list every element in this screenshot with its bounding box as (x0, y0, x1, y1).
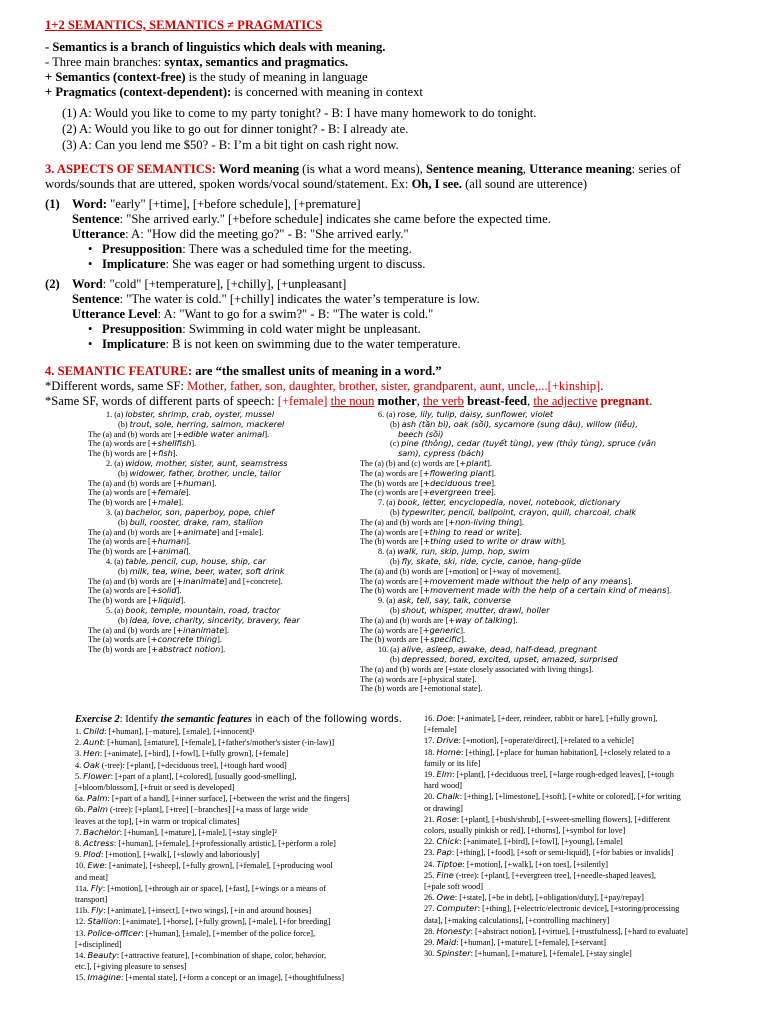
exercise-answer-line: 29. Maid: [+human], [+mature], [+female], [+servant] (424, 937, 607, 948)
feature-example-line: The (a) and (b) words are [+way of talking]. (360, 614, 518, 625)
feature-example-line: The (a) words are [+physical state]. (360, 674, 477, 684)
exercise-answer-line: [+female] (424, 725, 457, 735)
exercise-answer-line: [+bloom/blossom], [+fruit or seed is developed] (75, 783, 235, 793)
feature-example-line: The (a) words are [+generic]. (360, 624, 465, 635)
exercise-answer-line: 27. Computer: [+thing], [+electric/electronic device], [+storing/processing (424, 903, 680, 914)
feature-example-line: The (a) and (b) words are [+edible water animal]. (88, 428, 270, 439)
feature-example-line: The (b) words are [+emotional state]. (360, 684, 483, 694)
exercise-answer-line: 8. Actress: [+human], [+female], [+professionally artistic], [+perform a role] (75, 838, 336, 849)
exercise-answer-line: 2. Aunt: [+human], [±mature], [+female], [+father's/mother's sister (-in-law)] (75, 737, 335, 748)
exercise-answer-line: [+pale soft wood] (424, 882, 484, 892)
intro-line-2: - Three main branches: syntax, semantics and pragmatics. (45, 55, 349, 69)
feature-example-line: The (b) words are [+abstract notion]. (88, 644, 226, 655)
example-item: (3) A: Can you lend me $50? - B: I’m a bit tight on cash right now. (62, 138, 399, 152)
exercise-heading: Exercise 2: Identify the semantic features in each of the following words. (75, 714, 402, 725)
feature-example-line: 8. (a) walk, run, skip, jump, hop, swim (378, 546, 530, 557)
exercise-answers-left (75, 726, 350, 984)
exercise-answer-line: hard wood] (424, 781, 463, 791)
feature-example-line: beech (sồi) (398, 428, 444, 439)
feature-example-line: The (a) and (b) words are [+animate] and [+male]. (88, 526, 264, 537)
feature-example-line: 2. (a) widow, mother, sister, aunt, seamstress (106, 457, 288, 468)
item-2-sentence: Sentence: "The water is cold." [+chilly] indicates the water’s temperature is low. (72, 292, 480, 306)
feature-same-sf: *Same SF, words of different parts of speech: [+female] the noun mother, the verb breast-feed, the adjective pregnant. (45, 394, 653, 408)
intro-line-4: + Pragmatics (context-dependent): is concerned with meaning in context (45, 85, 423, 99)
feature-example-line: The (a) words are [+female]. (88, 487, 191, 498)
feature-example-line: 5. (a) book, temple, mountain, road, tractor (106, 604, 281, 615)
feature-example-line: The (a) words are [+concrete thing]. (88, 634, 222, 645)
item-1-word: Word: "early" [+time], [+before schedule], [+premature] (72, 197, 361, 211)
feature-example-line: (b) ash (tần bì), oak (sồi), sycamore (sung dâu), willow (liễu), (390, 418, 638, 429)
feature-example-line: The (c) words are [+evergreen tree]. (360, 487, 496, 498)
feature-heading: 4. SEMANTIC FEATURE: are “the smallest units of meaning in a word.” (45, 364, 442, 378)
feature-example-line: The (a) and (b) words are [+human]. (88, 477, 217, 488)
intro-line-3: + Semantics (context-free) is the study of meaning in language (45, 70, 368, 84)
exercise-answer-line: 19. Elm: [+plant], [+deciduous tree], [+large rough-edged leaves], [+tough (424, 769, 674, 780)
feature-example-line: The (a) words are [+thing to read or write]. (360, 526, 522, 537)
feature-examples-left (88, 410, 300, 655)
feature-example-line: The (b) words are [+specific]. (360, 634, 466, 645)
exercise-answer-line: 24. Tiptoe: [+motion], [+walk], [+on toes], [+silently] (424, 858, 608, 869)
item-1-utterance: Utterance: A: "How did the meeting go?" - B: "She arrived early." (72, 227, 409, 241)
feature-example-line: The (b) words are [+liquid]. (88, 595, 186, 606)
feature-example-line: 4. (a) table, pencil, cup, house, ship, car (106, 555, 266, 566)
exercise-answer-line: 5. Flower: [+part of a plant], [+colored], [usually good-smelling], (75, 770, 297, 781)
feature-example-line: 7. (a) book, letter, encyclopedia, novel, notebook, dictionary (378, 497, 621, 508)
item-1-sentence: Sentence: "She arrived early." [+before schedule] indicates she came before the expected time. (72, 212, 551, 226)
feature-example-line: The (a) (b) and (c) words are [+plant]. (360, 457, 492, 468)
exercise-answer-line: 12. Stallion: [+animate], [+horse], [+fully grown], [+male], [+for breeding] (75, 916, 331, 927)
aspects-line-1: 3. ASPECTS OF SEMANTICS: Word meaning (is what a word means), Sentence meaning, Utterance meaning: series of (45, 162, 681, 176)
exercise-answer-line: leaves at the top], [+in warm or tropical climates] (75, 816, 240, 826)
exercise-answer-line: 28. Honesty: [+abstract notion], [+virtue], [+trustfulness], [+hard to evaluate] (424, 925, 688, 936)
feature-example-line: The (a) and (b) words are [+non-living thing]. (360, 516, 524, 527)
exercise-answer-line: and meat] (75, 872, 108, 882)
exercise-answer-line: 10. Ewe: [+animate], [+sheep], [+fully grown], [+female], [+producing wool (75, 860, 333, 871)
feature-example-line: 6. (a) rose, lily, tulip, daisy, sunflower, violet (378, 410, 554, 419)
feature-example-line: The (b) words are [+thing used to write or draw with]. (360, 536, 567, 547)
exercise-answers-right (424, 713, 688, 959)
exercise-answer-line: 25. Fine (-tree): [+plant], [+evergreen tree], [+needle-shaped leaves], (424, 869, 656, 880)
intro-block (45, 40, 423, 100)
exercise-answer-line: colors, usually pinkish or red], [+thorns], [+symbol for love] (424, 826, 626, 836)
feature-example-line: The (a) and (b) words are [+inanimate]. (88, 624, 230, 635)
feature-examples-right (360, 410, 671, 709)
feature-example-line: The (b) words are [+movement made with the help of a certain kind of means]. (360, 585, 672, 596)
exercise-answer-line: 7. Bachelor: [+human], [+mature], [+male], [+stay single]² (75, 826, 277, 837)
exercise-answer-line: 16. Doe: [+animate], [+deer, reindeer, rabbit or hare], [+fully grown], (424, 713, 658, 723)
feature-example-line: The (b) words are [+animal]. (88, 546, 191, 557)
aspects-line-2: words/sounds that are uttered, spoken words/vocal sound/statement. Ex: Oh, I see. (all sound are utterence) (45, 177, 588, 191)
feature-example-line: The (a) words are [+human]. (88, 536, 191, 547)
item-2-word: Word: "cold" [+temperature], [+chilly], [+unpleasant] (72, 277, 347, 291)
feature-example-line: The (a) words are [+flowering plant]. (360, 467, 496, 478)
exercise-answer-line: [+disciplined] (75, 939, 122, 949)
exercise-answer-line: or drawing] (424, 803, 463, 813)
feature-example-line: The (b) words are [+deciduous tree]. (360, 477, 496, 488)
exercise-answer-line: 20. Chalk: [+thing], [+limestone], [+soft], [+white or colored], [+for writing (424, 791, 681, 802)
feature-example-line: (b) depressed, bored, excited, upset, amazed, surprised (390, 653, 618, 664)
intro-line-1: - Semantics is a branch of linguistics which deals with meaning. (45, 40, 386, 54)
exercise-answer-line: 11a. Fly: [+motion], [+through air or space], [+fast], [+wings or a means of (75, 882, 327, 893)
item-1-presupposition: • Presupposition: There was a scheduled time for the meeting. (72, 242, 551, 257)
feature-example-line: (b) shout, whisper, mutter, drawl, holler (390, 604, 550, 615)
feature-example-line: (b) typewriter, pencil, ballpoint, crayon, quill, charcoal, chalk (390, 506, 637, 517)
item-2-presupposition: • Presupposition: Swimming in cold water might be unpleasant. (72, 322, 480, 337)
item-2-bullets (72, 322, 480, 352)
feature-example-line: (b) bull, rooster, drake, ram, stallion (118, 516, 264, 527)
feature-example-line: 9. (a) ask, tell, say, talk, converse (378, 595, 511, 606)
exercise-answer-line: etc.], [+giving pleasure to senses] (75, 962, 187, 972)
feature-example-line: The (a) and (b) words are [+motion] or [+way of movement]. (360, 566, 561, 576)
exercise-answer-line: 6a. Palm: [+part of a hand], [+inner surface], [+between the wrist and the fingers] (75, 793, 350, 804)
item-2-number: (2) (45, 277, 60, 291)
exercise-answer-line: 4. Oak (-tree): [+plant], [+deciduous tree], [+tough hard wood] (75, 759, 287, 770)
feature-example-line: 1. (a) lobster, shrimp, crab, oyster, mussel (106, 409, 275, 419)
section-heading-1: 1+2 SEMANTICS, SEMANTICS ≠ PRAGMATICS (45, 18, 323, 32)
item-2-utterance: Utterance Level: A: "Want to go for a swim?" - B: "The water is cold." (72, 307, 434, 321)
feature-example-line: sam), cypress (bách) (398, 448, 485, 459)
feature-example-line: (b) milk, tea, wine, beer, water, soft drink (118, 565, 285, 576)
exercise-answer-line: data], [+making calculations], [+controlling machinery] (424, 915, 610, 925)
item-2-implicature: • Implicature: B is not keen on swimming due to the water temperature. (72, 337, 480, 352)
exercise-answer-line: 26. Owe: [+state], [+be in debt], [+obligation/duty], [+pay/repay] (424, 892, 644, 903)
exercise-answer-line: 21. Rose: [+plant], [+bush/shrub], [+sweet-smelling flowers], [+different (424, 813, 671, 824)
exercise-answer-line: 22. Chick: [+animate], [+bird], [+fowl], [+young], [±male] (424, 836, 623, 847)
exercise-answer-line: 18. Home: [+thing], [+place for human habitation], [+closely related to a (424, 746, 671, 757)
exercise-answer-line: 17. Drive: [+motion], [+operate/direct], [+related to a vehicle] (424, 735, 634, 746)
feature-example-line: 10. (a) alive, asleep, awake, dead, half-dead, pregnant (378, 644, 597, 655)
item-1-implicature: • Implicature: She was eager or had something urgent to discuss. (72, 257, 551, 272)
exercise-answer-line: 23. Pap: [+thing], [+food], [+soft or semi-liquid], [+for babies or invalids] (424, 847, 674, 858)
feature-example-line: The (b) words are [+fish]. (88, 448, 178, 459)
feature-example-line: The (b) words are [+male]. (88, 497, 184, 508)
example-list (62, 105, 536, 153)
exercise-answer-line: 6b. Palm (-tree): [+plant], [+tree] [−branches] [+a mass of large wide (75, 804, 309, 815)
aspects-section (45, 162, 681, 192)
feature-example-line: (b) trout, sole, herring, salmon, mackerel (118, 418, 285, 429)
feature-example-line: (b) widower, father, brother, uncle, tailor (118, 467, 281, 478)
exercise-answer-line: 11b. Fly: [+animate], [+insect], [+two wings], [+in and around houses] (75, 905, 312, 916)
item-1-block (72, 197, 551, 272)
feature-example-line: (b) fly, skate, ski, ride, cycle, canoe, hang-glide (390, 555, 582, 566)
feature-example-line: (b) idea, love, charity, sincerity, bravery, fear (118, 614, 300, 625)
exercise-answer-line: 14. Beauty: [+attractive feature], [+combination of shape, color, behavior, (75, 950, 327, 961)
item-2-block (72, 277, 480, 352)
item-1-number: (1) (45, 197, 60, 211)
feature-example-line: The (a) and (b) words are [+state closely associated with living things]. (360, 664, 594, 674)
exercise-answer-line: family or its life] (424, 758, 481, 768)
feature-example-line: The (a) words are [+solid]. (88, 585, 182, 596)
feature-example-line: The (a) words are [+shellfish]. (88, 438, 197, 449)
item-1-bullets (72, 242, 551, 272)
feature-example-line: The (a) words are [+movement made without the help of any means]. (360, 575, 633, 586)
exercise-answer-line: 1. Child: [+human], [−mature], [±male], [+innocent]¹ (75, 726, 255, 736)
exercise-answer-line: transport] (75, 895, 108, 905)
feature-example-line: 3. (a) bachelor, son, paperboy, pope, chief (106, 506, 275, 517)
feature-example-line: (c) pine (thông), cedar (tuyết tùng), yew (thủy tùng), spruce (vân (390, 438, 657, 449)
exercise-answer-line: 30. Spinster: [+human], [+mature], [+female], [+stay single] (424, 948, 632, 959)
exercise-answer-line: 9. Plod: [+motion], [+walk], [+slowly and laboriously] (75, 849, 260, 860)
feature-section (45, 364, 652, 409)
example-item: (2) A: Would you like to go out for dinner tonight? - B: I already ate. (62, 122, 409, 136)
exercise-answer-line: 15. Imagine: [+mental state], [+form a concept or an image], [+thoughtfulness] (75, 972, 345, 983)
exercise-answer-line: 3. Hen: [+animate], [+bird], [+fowl], [+fully grown], [+female] (75, 748, 289, 759)
feature-example-line: The (a) and (b) words are [+inanimate] and [+concrete]. (88, 575, 283, 586)
feature-diff-words: *Different words, same SF: Mother, father, son, daughter, brother, sister, grandparent, aunt, uncle,...[+kinship]. (45, 379, 604, 393)
exercise-answer-line: 13. Police-officer: [+human], [±male], [+member of the police force], (75, 927, 316, 938)
example-item: (1) A: Would you like to come to my party tonight? - B: I have many homework to do tonight. (62, 106, 537, 120)
